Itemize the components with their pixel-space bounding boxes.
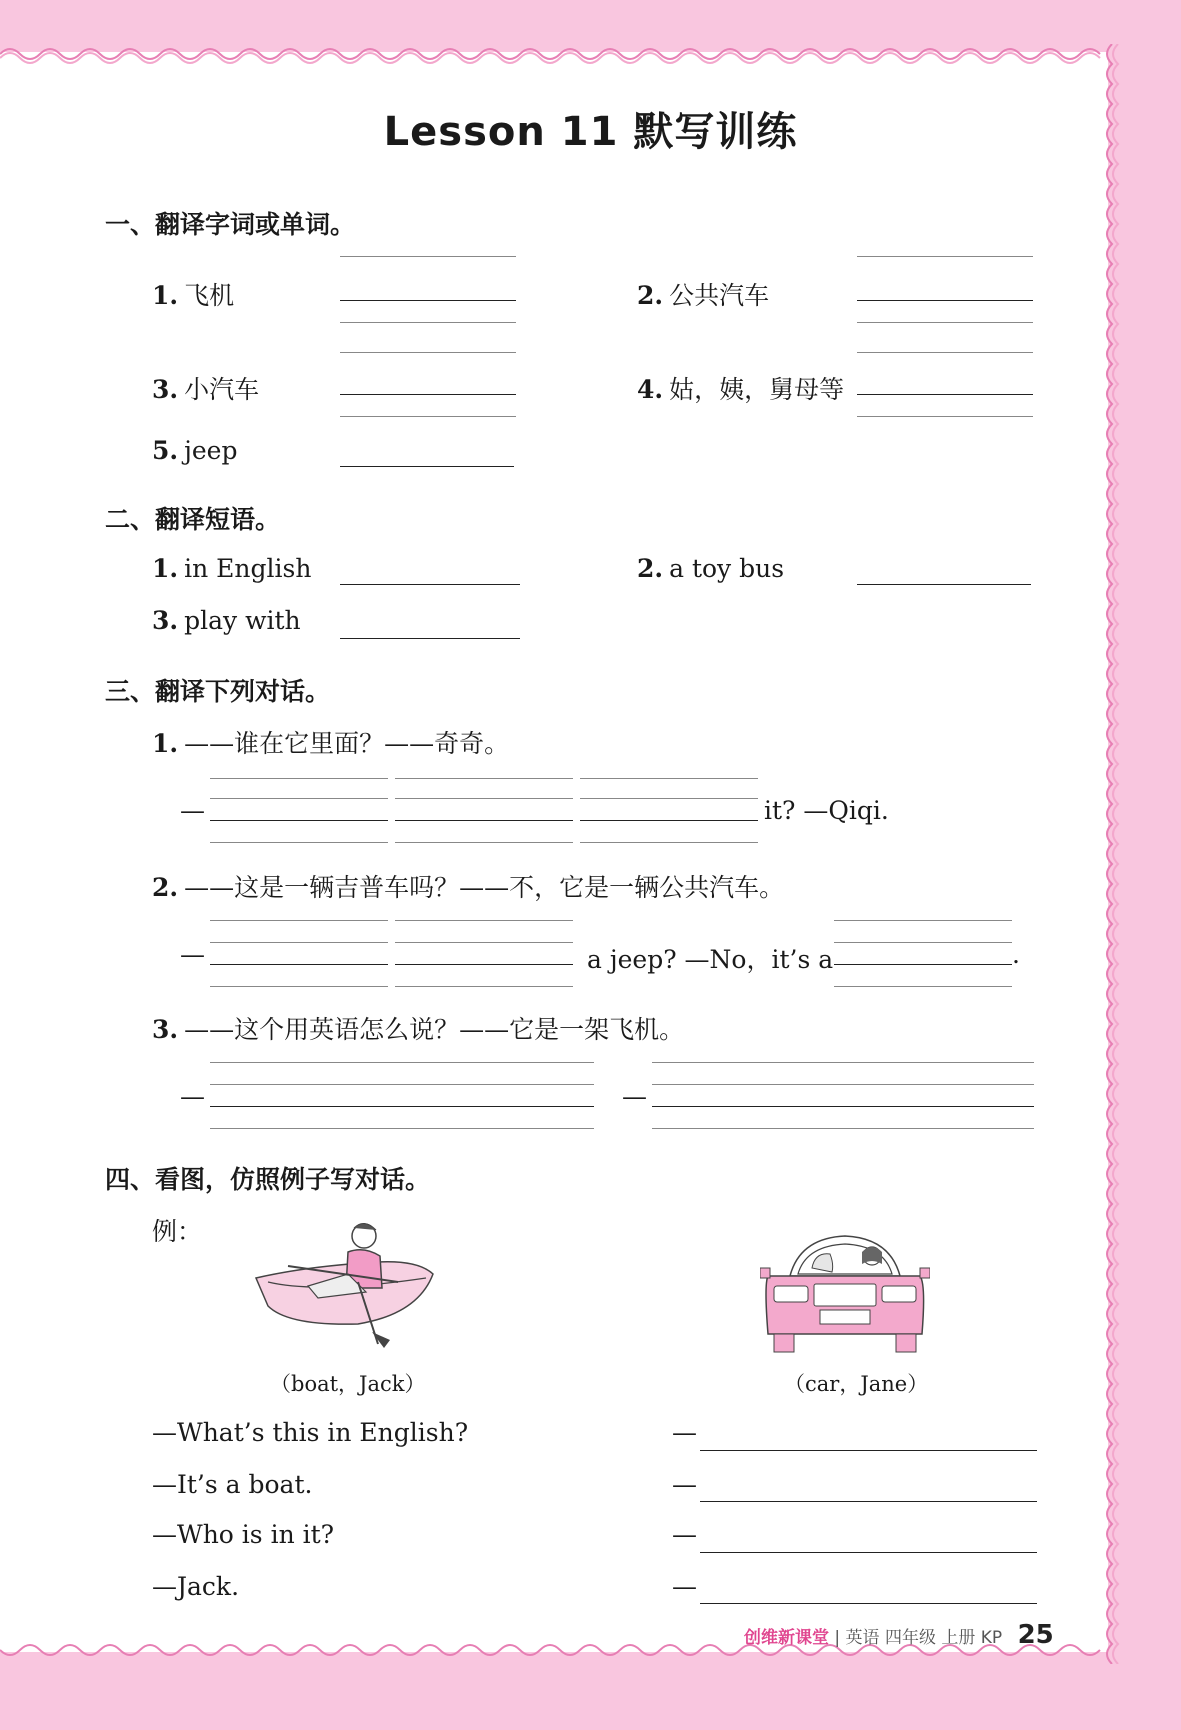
guide-line xyxy=(580,798,758,799)
item-text: 小汽车 xyxy=(184,375,260,404)
example-line-1: —What’s this in English? xyxy=(152,1418,469,1447)
item-number: 4. xyxy=(637,375,664,404)
answer-dash: — xyxy=(672,1520,697,1549)
guide-line xyxy=(395,842,573,843)
example-line-3: —Who is in it? xyxy=(152,1520,335,1549)
answer-line[interactable] xyxy=(834,964,1012,965)
guide-line xyxy=(834,920,1012,921)
s1-item-2 xyxy=(637,276,769,312)
answer-line[interactable] xyxy=(700,1501,1037,1502)
s3-item-3 xyxy=(152,1010,684,1046)
guide-line xyxy=(834,942,1012,943)
guide-line xyxy=(857,416,1033,417)
footer xyxy=(744,1620,1054,1650)
item-text: in English xyxy=(184,554,312,583)
s1-item-3 xyxy=(152,370,259,406)
answer-line[interactable] xyxy=(395,820,573,821)
car-illustration xyxy=(760,1228,930,1358)
item-text: jeep xyxy=(184,436,238,465)
guide-line xyxy=(340,352,516,353)
item-number: 2. xyxy=(152,873,179,902)
item-number: 1. xyxy=(152,554,179,583)
s2-item-1 xyxy=(152,554,311,583)
answer-line[interactable] xyxy=(340,638,520,639)
item-text: ——谁在它里面？——奇奇。 xyxy=(184,729,510,758)
example-line-2: —It’s a boat. xyxy=(152,1470,313,1499)
guide-line xyxy=(340,256,516,257)
item-text: 姑，姨，舅母等 xyxy=(669,375,845,404)
item-text: 飞机 xyxy=(184,281,235,310)
item-text: ——这是一辆吉普车吗？——不，它是一辆公共汽车。 xyxy=(184,873,785,902)
guide-line xyxy=(210,842,388,843)
s3-item-1 xyxy=(152,724,509,760)
guide-line xyxy=(340,322,516,323)
answer-line[interactable] xyxy=(580,820,758,821)
guide-line xyxy=(210,1128,594,1129)
item-number: 2. xyxy=(637,281,664,310)
item-number: 3. xyxy=(152,375,179,404)
page-number: 25 xyxy=(1017,1620,1054,1650)
answer-line[interactable] xyxy=(700,1603,1037,1604)
guide-line xyxy=(210,920,388,921)
answer-line[interactable] xyxy=(340,584,520,585)
s3-item-1-tail: it? —Qiqi. xyxy=(764,796,889,825)
item-text: play with xyxy=(184,606,301,635)
guide-line xyxy=(652,1084,1034,1085)
section1-heading: 一、翻译字词或单词。 xyxy=(105,210,356,239)
answer-line[interactable] xyxy=(652,1106,1034,1107)
guide-line xyxy=(834,986,1012,987)
item-number: 2. xyxy=(637,554,664,583)
answer-line[interactable] xyxy=(700,1450,1037,1451)
answer-line[interactable] xyxy=(395,964,573,965)
guide-line xyxy=(395,798,573,799)
s3-item-2-mid: a jeep? —No，it’s a xyxy=(587,945,834,974)
example-label: 例： xyxy=(152,1217,203,1246)
guide-line xyxy=(857,256,1033,257)
guide-line xyxy=(857,322,1033,323)
s3-dash: — xyxy=(180,940,205,969)
item-number: 1. xyxy=(152,729,179,758)
guide-line xyxy=(652,1128,1034,1129)
guide-line xyxy=(580,842,758,843)
s3-dash: — xyxy=(180,796,205,825)
footer-info: 英语 四年级 上册 KP xyxy=(845,1628,1003,1648)
wavy-border-top xyxy=(0,44,1140,64)
item-number: 1. xyxy=(152,281,179,310)
answer-line[interactable] xyxy=(857,584,1031,585)
guide-line xyxy=(857,352,1033,353)
wavy-border-right xyxy=(1100,44,1130,1664)
guide-line xyxy=(652,1062,1034,1063)
caption-boat: （boat，Jack） xyxy=(270,1372,426,1396)
guide-line xyxy=(395,920,573,921)
guide-line xyxy=(210,986,388,987)
s1-item-4 xyxy=(637,370,844,406)
answer-line[interactable] xyxy=(210,964,388,965)
guide-line xyxy=(395,778,573,779)
item-number: 3. xyxy=(152,606,179,635)
item-text: a toy bus xyxy=(669,554,785,583)
s2-item-3 xyxy=(152,606,301,635)
s2-item-2 xyxy=(637,554,784,583)
answer-line[interactable] xyxy=(700,1552,1037,1553)
guide-line xyxy=(340,416,516,417)
answer-dash: — xyxy=(672,1418,697,1447)
guide-line xyxy=(210,778,388,779)
answer-line-2[interactable] xyxy=(857,300,1033,301)
guide-line xyxy=(580,778,758,779)
section2-heading: 二、翻译短语。 xyxy=(105,505,281,534)
example-line-4: —Jack. xyxy=(152,1572,240,1601)
section4-heading: 四、看图，仿照例子写对话。 xyxy=(105,1165,431,1194)
footer-divider: | xyxy=(834,1628,841,1648)
answer-line[interactable] xyxy=(210,1106,594,1107)
caption-car: （car，Jane） xyxy=(784,1372,929,1396)
page-title: Lesson 11 默写训练 xyxy=(383,109,798,155)
s1-item-5 xyxy=(152,436,237,465)
s3-item-2 xyxy=(152,868,784,904)
guide-line xyxy=(210,798,388,799)
answer-dash: — xyxy=(672,1470,697,1499)
item-number: 5. xyxy=(152,436,179,465)
guide-line xyxy=(210,942,388,943)
s3-item-2-end: . xyxy=(1012,940,1020,969)
answer-line[interactable] xyxy=(210,820,388,821)
item-number: 3. xyxy=(152,1015,179,1044)
answer-line-4[interactable] xyxy=(857,394,1033,395)
s3-dash: — xyxy=(622,1082,647,1111)
answer-dash: — xyxy=(672,1572,697,1601)
item-text: ——这个用英语怎么说？——它是一架飞机。 xyxy=(184,1015,685,1044)
s1-item-1 xyxy=(152,276,234,312)
guide-line xyxy=(210,1084,594,1085)
section3-heading: 三、翻译下列对话。 xyxy=(105,677,331,706)
guide-line xyxy=(395,986,573,987)
footer-brand: 创维新课堂 xyxy=(744,1628,829,1648)
answer-line-1[interactable] xyxy=(340,300,516,301)
item-text: 公共汽车 xyxy=(669,281,770,310)
boat-illustration xyxy=(248,1222,438,1350)
s3-dash: — xyxy=(180,1082,205,1111)
guide-line xyxy=(210,1062,594,1063)
answer-line-5[interactable] xyxy=(340,466,514,467)
guide-line xyxy=(395,942,573,943)
answer-line-3[interactable] xyxy=(340,394,516,395)
